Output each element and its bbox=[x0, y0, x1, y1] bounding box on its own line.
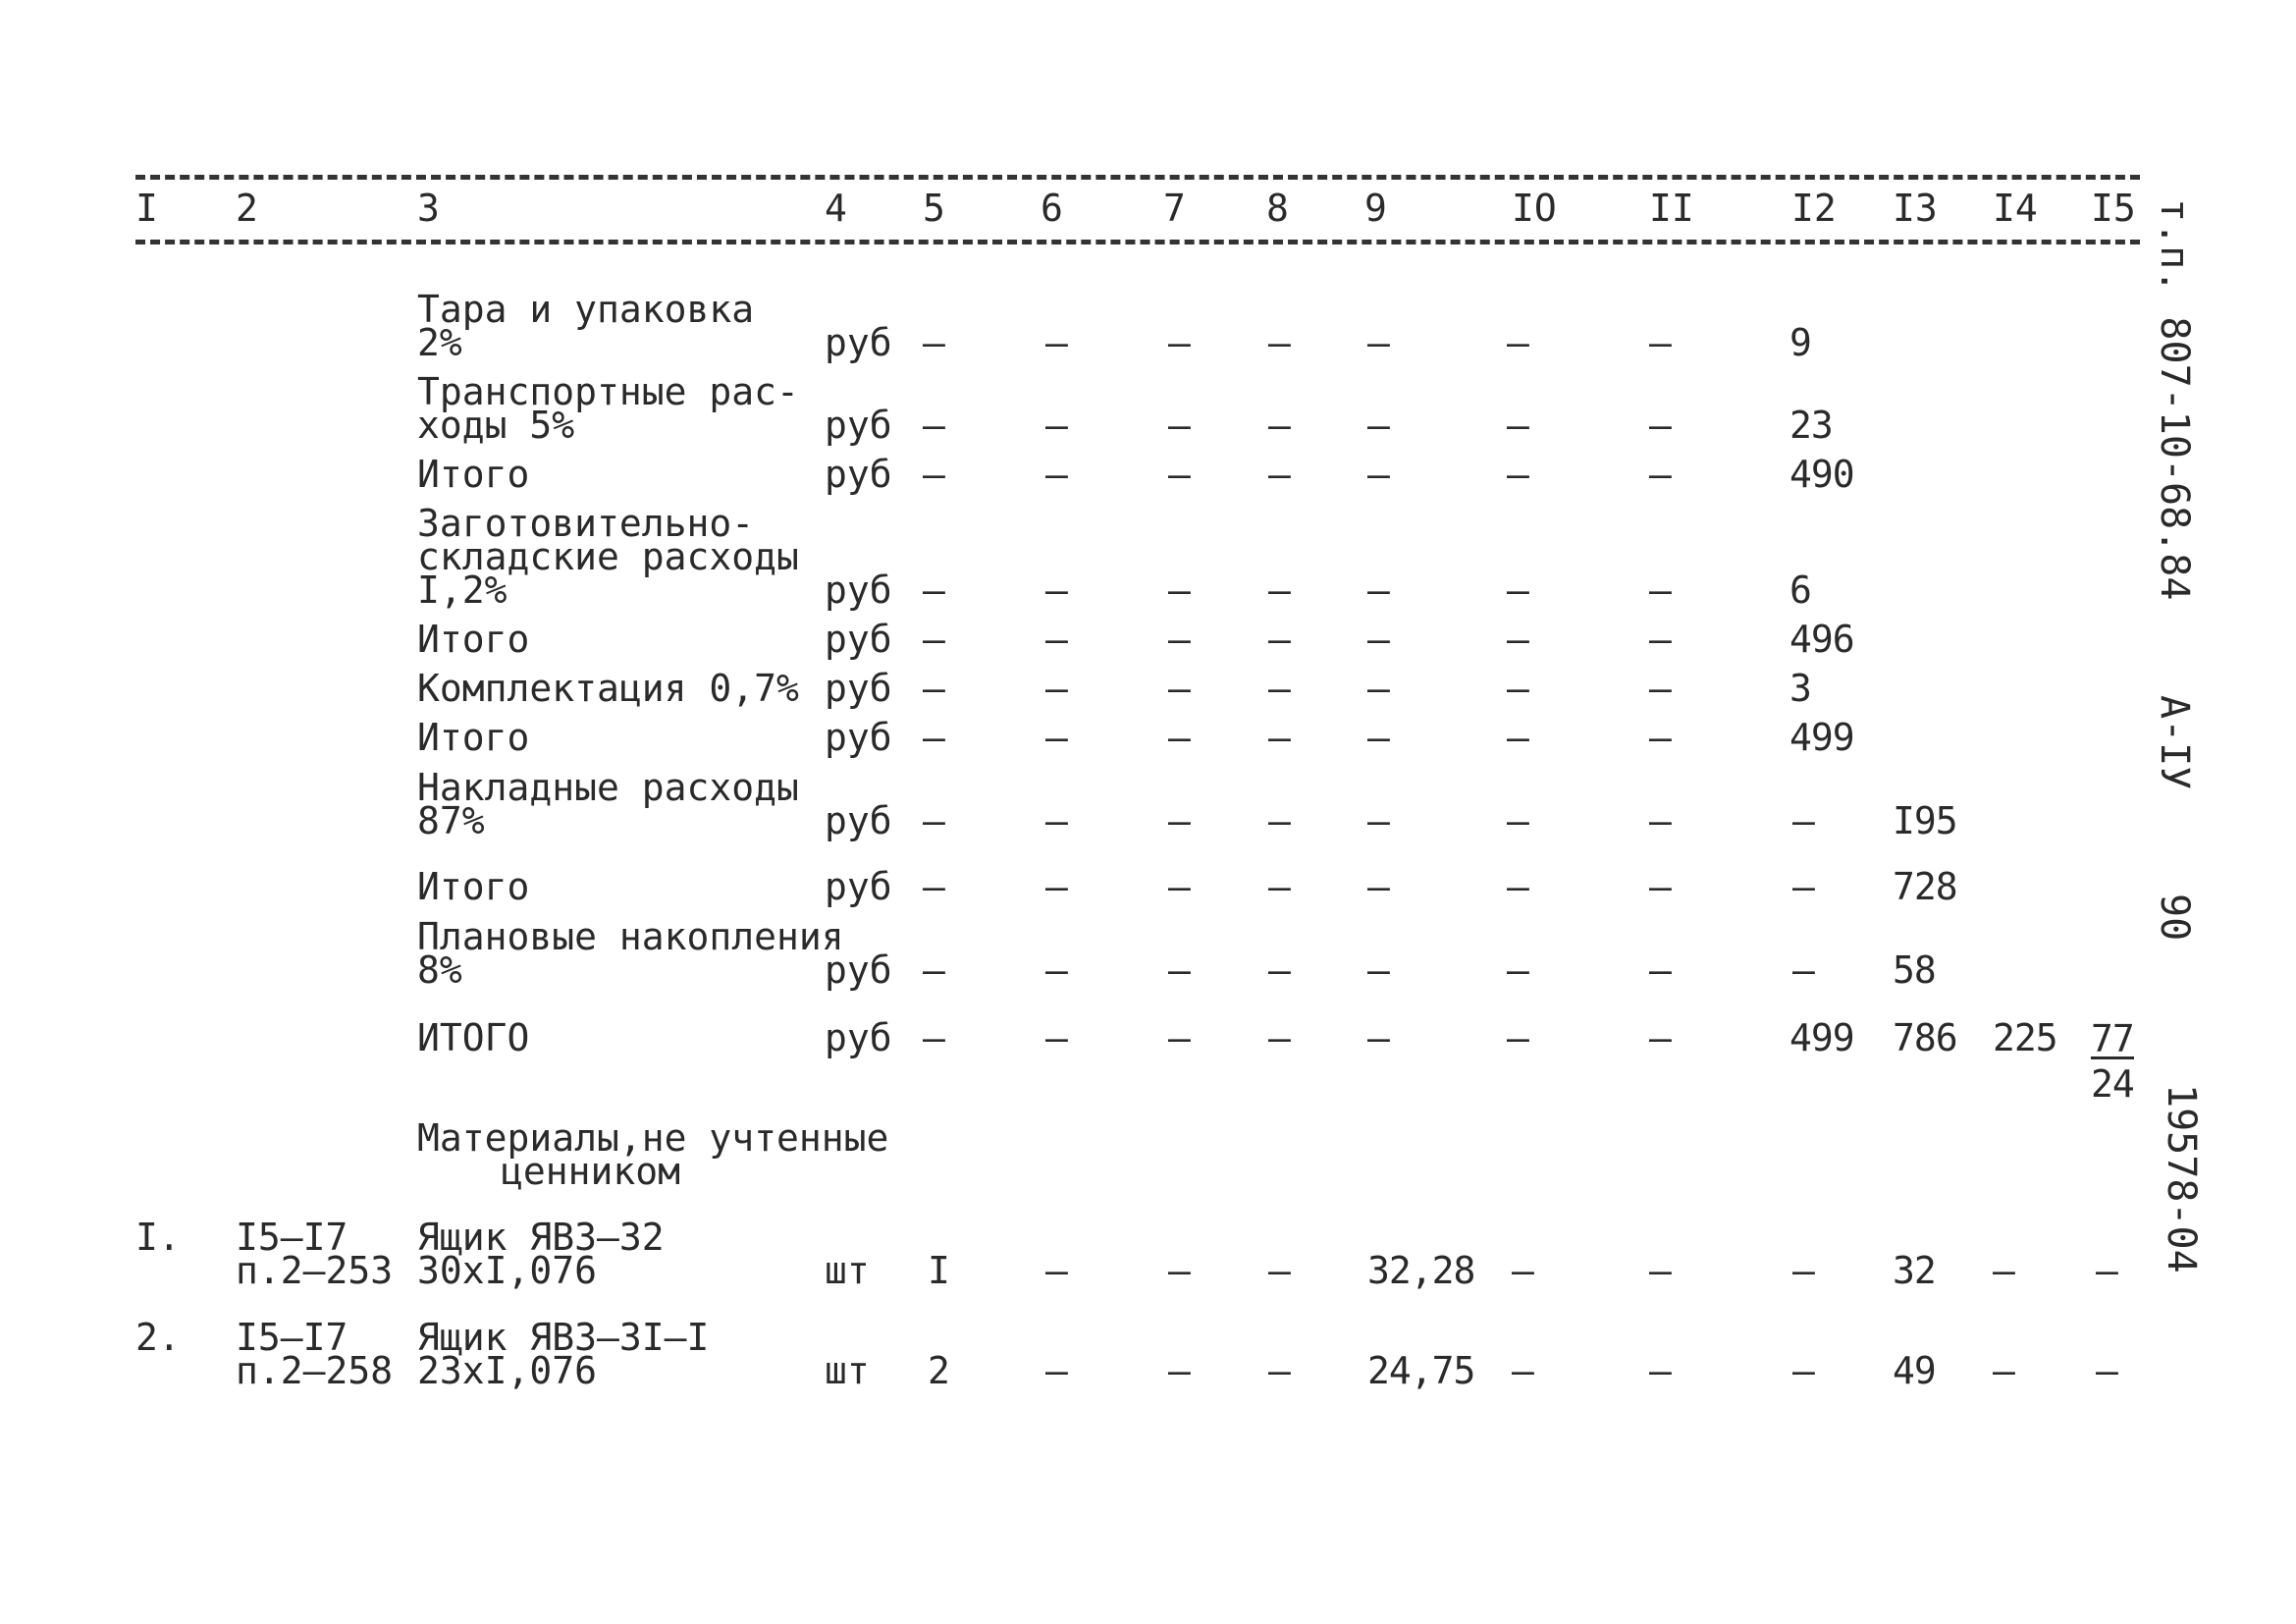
row-name-line: 87% bbox=[417, 799, 485, 842]
cell-c8: – bbox=[1268, 404, 1291, 447]
cell-c13: I95 bbox=[1893, 799, 1957, 842]
col-header-11: II bbox=[1649, 187, 1694, 230]
section-title bbox=[417, 1116, 889, 1193]
cell-c5: – bbox=[923, 404, 945, 447]
item-name bbox=[417, 1316, 710, 1392]
cell-c12: – bbox=[1792, 865, 1815, 908]
cell-c10: – bbox=[1512, 1349, 1534, 1392]
row-name-line: 8% bbox=[417, 948, 462, 992]
cell-c15: – bbox=[2096, 1249, 2118, 1292]
section-title-line: ценником bbox=[501, 1150, 681, 1193]
side-document-code: т.п. 807-10-68.84 bbox=[2152, 198, 2197, 601]
cell-c10: – bbox=[1507, 799, 1529, 842]
row-unit: руб bbox=[825, 716, 892, 759]
cell-c6: – bbox=[1045, 1349, 1068, 1392]
cell-c10: – bbox=[1507, 1016, 1529, 1059]
row-name-line: Комплектация 0,7% bbox=[417, 667, 799, 710]
row-name-line: 2% bbox=[417, 321, 462, 364]
item-unit: шт bbox=[825, 1349, 870, 1392]
row-unit: руб bbox=[825, 404, 892, 447]
cell-c12: 490 bbox=[1789, 453, 1854, 496]
cell-c9: – bbox=[1367, 321, 1390, 364]
cell-c5: 2 bbox=[928, 1349, 950, 1392]
cell-c6: – bbox=[1045, 865, 1068, 908]
row-name bbox=[417, 370, 799, 447]
cell-c8: – bbox=[1268, 618, 1291, 661]
cell-c11: – bbox=[1649, 1249, 1672, 1292]
cell-c5: – bbox=[923, 667, 945, 710]
col-header-7: 7 bbox=[1163, 187, 1186, 230]
cell-c15: – bbox=[2096, 1349, 2118, 1392]
cell-c11: – bbox=[1649, 716, 1672, 759]
fraction-numerator: 77 bbox=[2091, 1017, 2134, 1060]
cell-c7: – bbox=[1168, 453, 1191, 496]
col-header-10: IO bbox=[1512, 187, 1557, 230]
cell-c10: – bbox=[1507, 716, 1529, 759]
cell-c9: – bbox=[1367, 618, 1390, 661]
cell-c7: – bbox=[1168, 667, 1191, 710]
row-name-line: Итого bbox=[417, 716, 530, 759]
row-unit: руб bbox=[825, 618, 892, 661]
cell-c5: – bbox=[923, 453, 945, 496]
cell-c12: 499 bbox=[1789, 716, 1854, 759]
row-name-line: Плановые накопления bbox=[417, 915, 844, 958]
row-name-line: Накладные расходы bbox=[417, 766, 799, 809]
cell-c13: 728 bbox=[1893, 865, 1957, 908]
row-name bbox=[417, 766, 799, 842]
cell-c11: – bbox=[1649, 568, 1672, 612]
row-name-line: Итого bbox=[417, 618, 530, 661]
side-sheet-number: 90 bbox=[2152, 893, 2197, 942]
cell-c12: 9 bbox=[1789, 321, 1811, 364]
row-name-line: I,2% bbox=[417, 568, 507, 612]
cell-c5: – bbox=[923, 568, 945, 612]
cell-c12: 499 bbox=[1789, 1016, 1854, 1059]
row-name bbox=[417, 618, 530, 661]
item-name bbox=[417, 1216, 665, 1292]
row-name-line: Тара и упаковка bbox=[417, 288, 755, 331]
row-name-line: складские расходы bbox=[417, 535, 799, 578]
cell-c7: – bbox=[1168, 568, 1191, 612]
cell-c8: – bbox=[1268, 453, 1291, 496]
cell-c6: – bbox=[1045, 568, 1068, 612]
item-code-line: п.2–258 bbox=[236, 1349, 394, 1392]
col-header-9: 9 bbox=[1364, 187, 1387, 230]
item-name-line: Ящик ЯВЗ–3I–I bbox=[417, 1316, 710, 1359]
row-name bbox=[417, 915, 844, 992]
row-unit: руб bbox=[825, 321, 892, 364]
cell-c12: – bbox=[1792, 1349, 1815, 1392]
item-code bbox=[236, 1316, 394, 1392]
cell-c9: 24,75 bbox=[1367, 1349, 1475, 1392]
item-code-line: п.2–253 bbox=[236, 1249, 394, 1292]
item-number: 2. bbox=[135, 1316, 181, 1359]
col-header-14: I4 bbox=[1993, 187, 2038, 230]
cell-c11: – bbox=[1649, 453, 1672, 496]
cell-c6: – bbox=[1045, 667, 1068, 710]
cell-c7: – bbox=[1168, 404, 1191, 447]
cell-c8: – bbox=[1268, 1016, 1291, 1059]
col-header-13: I3 bbox=[1893, 187, 1938, 230]
cell-c13: 32 bbox=[1893, 1249, 1936, 1292]
cell-c7: – bbox=[1168, 865, 1191, 908]
row-unit: руб bbox=[825, 799, 892, 842]
cell-c5: – bbox=[923, 1016, 945, 1059]
col-header-15: I5 bbox=[2091, 187, 2136, 230]
cell-c9: 32,28 bbox=[1367, 1249, 1475, 1292]
col-header-3: 3 bbox=[417, 187, 440, 230]
cell-c8: – bbox=[1268, 948, 1291, 992]
side-inventory-number: 19578-04 bbox=[2159, 1084, 2204, 1273]
cell-c7: – bbox=[1168, 948, 1191, 992]
row-unit: руб bbox=[825, 865, 892, 908]
cell-c13: 58 bbox=[1893, 948, 1936, 992]
cell-c11: – bbox=[1649, 1016, 1672, 1059]
cell-c12: 496 bbox=[1789, 618, 1854, 661]
cell-c7: – bbox=[1168, 1249, 1191, 1292]
row-name bbox=[417, 1016, 530, 1059]
cell-c5: – bbox=[923, 948, 945, 992]
cell-c7: – bbox=[1168, 1016, 1191, 1059]
cell-c10: – bbox=[1507, 667, 1529, 710]
cell-c7: – bbox=[1168, 321, 1191, 364]
cell-c10: – bbox=[1507, 568, 1529, 612]
row-name-line: ходы 5% bbox=[417, 404, 575, 447]
cell-c10: – bbox=[1507, 321, 1529, 364]
cell-c12: 23 bbox=[1789, 404, 1833, 447]
cell-c8: – bbox=[1268, 667, 1291, 710]
cell-c6: – bbox=[1045, 321, 1068, 364]
cell-c11: – bbox=[1649, 799, 1672, 842]
row-unit: руб bbox=[825, 667, 892, 710]
cell-c5: – bbox=[923, 321, 945, 364]
cell-c6: – bbox=[1045, 799, 1068, 842]
cell-c6: – bbox=[1045, 404, 1068, 447]
col-header-4: 4 bbox=[825, 187, 847, 230]
cell-c8: – bbox=[1268, 716, 1291, 759]
section-title-line: Материалы,не учтенные bbox=[417, 1116, 889, 1160]
row-name-line: Итого bbox=[417, 453, 530, 496]
row-name bbox=[417, 865, 530, 908]
col-header-12: I2 bbox=[1791, 187, 1837, 230]
cell-c10: – bbox=[1507, 404, 1529, 447]
header-top-rule bbox=[135, 175, 2140, 180]
cell-c15-fraction bbox=[2091, 1017, 2134, 1106]
item-code-line: I5–I7 bbox=[236, 1316, 348, 1359]
cell-c14: – bbox=[1993, 1349, 2015, 1392]
cell-c9: – bbox=[1367, 667, 1390, 710]
cell-c7: – bbox=[1168, 618, 1191, 661]
cell-c8: – bbox=[1268, 865, 1291, 908]
col-header-6: 6 bbox=[1041, 187, 1063, 230]
cell-c9: – bbox=[1367, 865, 1390, 908]
cell-c13: 49 bbox=[1893, 1349, 1936, 1392]
cell-c12: 6 bbox=[1789, 568, 1811, 612]
item-name-line: 30хI,076 bbox=[417, 1249, 598, 1292]
col-header-8: 8 bbox=[1266, 187, 1289, 230]
row-name-line: Транспортные рас- bbox=[417, 370, 799, 413]
cell-c12: – bbox=[1792, 948, 1815, 992]
row-unit: руб bbox=[825, 453, 892, 496]
row-name bbox=[417, 667, 799, 710]
cell-c10: – bbox=[1507, 618, 1529, 661]
cell-c13: 786 bbox=[1893, 1016, 1957, 1059]
cell-c9: – bbox=[1367, 453, 1390, 496]
cell-c7: – bbox=[1168, 716, 1191, 759]
cell-c8: – bbox=[1268, 568, 1291, 612]
item-name-line: 23хI,076 bbox=[417, 1349, 598, 1392]
cell-c5: – bbox=[923, 618, 945, 661]
cell-c8: – bbox=[1268, 799, 1291, 842]
cell-c9: – bbox=[1367, 1016, 1390, 1059]
item-code-line: I5–I7 bbox=[236, 1216, 348, 1259]
cell-c9: – bbox=[1367, 568, 1390, 612]
cell-c11: – bbox=[1649, 618, 1672, 661]
cell-c6: – bbox=[1045, 948, 1068, 992]
side-album-label: А-IУ bbox=[2152, 695, 2197, 790]
cell-c9: – bbox=[1367, 799, 1390, 842]
cell-c10: – bbox=[1507, 865, 1529, 908]
cell-c11: – bbox=[1649, 321, 1672, 364]
cell-c6: – bbox=[1045, 453, 1068, 496]
cell-c8: – bbox=[1268, 1349, 1291, 1392]
cell-c5: – bbox=[923, 865, 945, 908]
item-name-line: Ящик ЯВЗ–32 bbox=[417, 1216, 665, 1259]
cell-c6: – bbox=[1045, 1249, 1068, 1292]
cell-c14: – bbox=[1993, 1249, 2015, 1292]
row-name bbox=[417, 716, 530, 759]
row-name-line: ИТОГО bbox=[417, 1016, 530, 1059]
item-number: I. bbox=[135, 1216, 181, 1259]
cell-c8: – bbox=[1268, 1249, 1291, 1292]
row-unit: руб bbox=[825, 568, 892, 612]
cell-c8: – bbox=[1268, 321, 1291, 364]
row-name-line: Заготовительно- bbox=[417, 502, 755, 545]
cell-c11: – bbox=[1649, 1349, 1672, 1392]
cell-c10: – bbox=[1512, 1249, 1534, 1292]
cell-c6: – bbox=[1045, 716, 1068, 759]
item-code bbox=[236, 1216, 394, 1292]
col-header-5: 5 bbox=[923, 187, 945, 230]
row-unit: руб bbox=[825, 948, 892, 992]
cell-c12: – bbox=[1792, 1249, 1815, 1292]
cell-c10: – bbox=[1507, 453, 1529, 496]
row-name bbox=[417, 502, 799, 612]
cell-c7: – bbox=[1168, 1349, 1191, 1392]
cell-c6: – bbox=[1045, 618, 1068, 661]
cell-c12: – bbox=[1792, 799, 1815, 842]
col-header-1: I bbox=[135, 187, 158, 230]
cell-c12: 3 bbox=[1789, 667, 1811, 710]
row-name bbox=[417, 453, 530, 496]
cell-c5: – bbox=[923, 716, 945, 759]
fraction-denominator: 24 bbox=[2091, 1062, 2134, 1106]
cell-c9: – bbox=[1367, 404, 1390, 447]
item-unit: шт bbox=[825, 1249, 870, 1292]
row-unit: руб bbox=[825, 1016, 892, 1059]
cell-c11: – bbox=[1649, 667, 1672, 710]
cell-c11: – bbox=[1649, 948, 1672, 992]
row-name-line: Итого bbox=[417, 865, 530, 908]
cell-c7: – bbox=[1168, 799, 1191, 842]
row-name bbox=[417, 288, 755, 364]
cell-c6: – bbox=[1045, 1016, 1068, 1059]
cell-c10: – bbox=[1507, 948, 1529, 992]
col-header-2: 2 bbox=[236, 187, 258, 230]
cell-c11: – bbox=[1649, 404, 1672, 447]
cell-c5: I bbox=[928, 1249, 950, 1292]
cell-c14: 225 bbox=[1993, 1016, 2057, 1059]
cell-c5: – bbox=[923, 799, 945, 842]
header-bottom-rule bbox=[135, 240, 2140, 244]
cell-c11: – bbox=[1649, 865, 1672, 908]
cell-c9: – bbox=[1367, 716, 1390, 759]
cell-c9: – bbox=[1367, 948, 1390, 992]
